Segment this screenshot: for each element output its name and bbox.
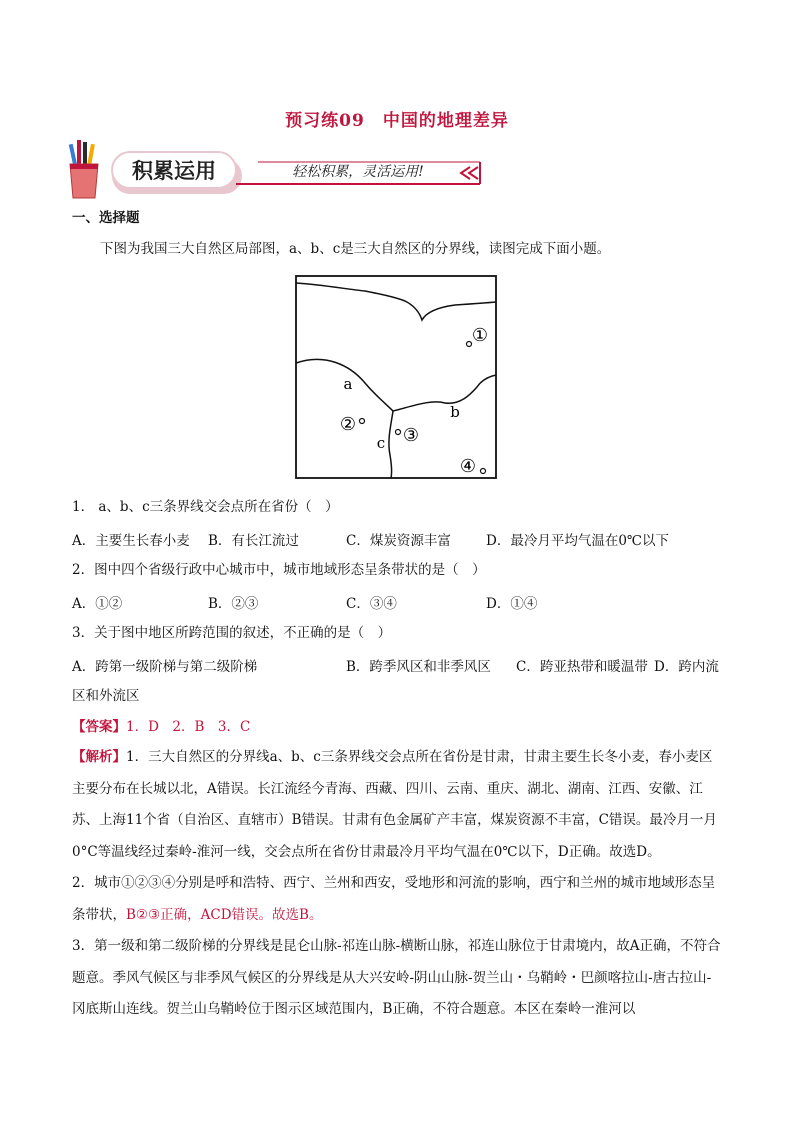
analysis-paragraph-1	[72, 742, 722, 868]
banner-label: 积累运用	[132, 160, 216, 183]
analysis-label: 【解析】	[72, 749, 126, 765]
map-label-a: a	[343, 375, 353, 393]
section-banner	[68, 138, 488, 202]
page-title: 预习练09 中国的地理差异	[285, 111, 509, 131]
question-1-stem: 1． a、b、c三条界线交会点所在省份（ ）	[72, 499, 339, 515]
analysis-text-2: 2．城市①②③④分别是呼和浩特、西宁、兰州和西安，受地形和河流的影响，西宁和兰州的城市地域形态呈条带状，	[72, 875, 716, 923]
question-1-option-d: D．最冷月平均气温在0℃以下	[486, 533, 670, 549]
answer-text: 1．D 2．B 3．C	[126, 719, 251, 735]
question-2-stem: 2．图中四个省级行政中心城市中，城市地域形态呈条带状的是（ ）	[72, 562, 486, 578]
question-2-option-b: B．②③	[208, 596, 259, 612]
map-label-2: ②	[339, 414, 357, 435]
answer-line	[72, 717, 250, 737]
question-3-option-c: C．跨亚热带和暖温带	[516, 659, 648, 675]
banner-slogan: 轻松积累，灵活运用!	[292, 164, 424, 180]
analysis-text-2-tail: B②③正确，ACD错误。故选B。	[126, 906, 323, 923]
question-2-option-d: D．①④	[486, 596, 538, 612]
natural-regions-map	[295, 275, 497, 479]
question-3-option-d-continued: 区和外流区	[72, 688, 140, 704]
question-1-option-c: C．煤炭资源丰富	[346, 533, 451, 549]
answer-label: 【答案】	[72, 719, 126, 735]
map-label-3: ③	[402, 425, 420, 446]
double-arrow-icon	[461, 167, 478, 179]
question-1-option-a: A．主要生长春小麦	[72, 533, 190, 549]
question-1-option-b: B．有长江流过	[208, 533, 299, 549]
analysis-paragraph-2	[72, 868, 722, 931]
question-2-option-c: C．③④	[346, 596, 397, 612]
analysis-paragraph-3: 3．第一级和第二级阶梯的分界线是昆仑山脉-祁连山脉-横断山脉，祁连山脉位于甘肃境内，故A正确，不符合题意。季风气候区与非季风气候区的分界线是从大兴安岭-阴山山脉-贺兰山・乌鞘岭・巴颜喀拉山-唐古拉山-冈底斯山连线。贺兰山乌鞘岭位于图示区域范围内，B正确，不符合题意。本区在秦岭一淮河以	[72, 938, 721, 1017]
pencil-cup-icon	[69, 140, 98, 198]
question-3-stem: 3．关于图中地区所跨范围的叙述，不正确的是（ ）	[72, 625, 392, 641]
analysis-text-1: 1．三大自然区的分界线a、b、c三条界线交会点所在省份是甘肃，甘肃主要生长冬小麦，春小麦区主要分布在长城以北，A错误。长江流经今青海、西藏、四川、云南、重庆、湖北、湖南、江西、安徽、江苏、上海11个省（自治区、直辖市）B错误。甘肃有色金属矿产丰富，煤炭资源不丰富，C错误。最冷月一月0°C等温线经过秦岭-淮河一线，交会点所在省份甘肃最冷月平均气温在0℃以下，D正确。故选D。	[72, 749, 717, 860]
question-3-option-b: B．跨季风区和非季风区	[346, 659, 491, 675]
map-label-4: ④	[459, 456, 477, 477]
section-heading: 一、选择题	[72, 210, 140, 226]
question-2-option-a: A．①②	[72, 596, 123, 612]
map-label-1: ①	[471, 325, 489, 346]
map-label-b: b	[450, 403, 460, 421]
question-3-option-a: A．跨第一级阶梯与第二级阶梯	[72, 659, 258, 675]
map-label-c: c	[376, 434, 386, 452]
question-intro: 下图为我国三大自然区局部图，a、b、c是三大自然区的分界线，读图完成下面小题。	[100, 241, 611, 257]
question-3-option-d: D．跨内流	[654, 659, 719, 675]
